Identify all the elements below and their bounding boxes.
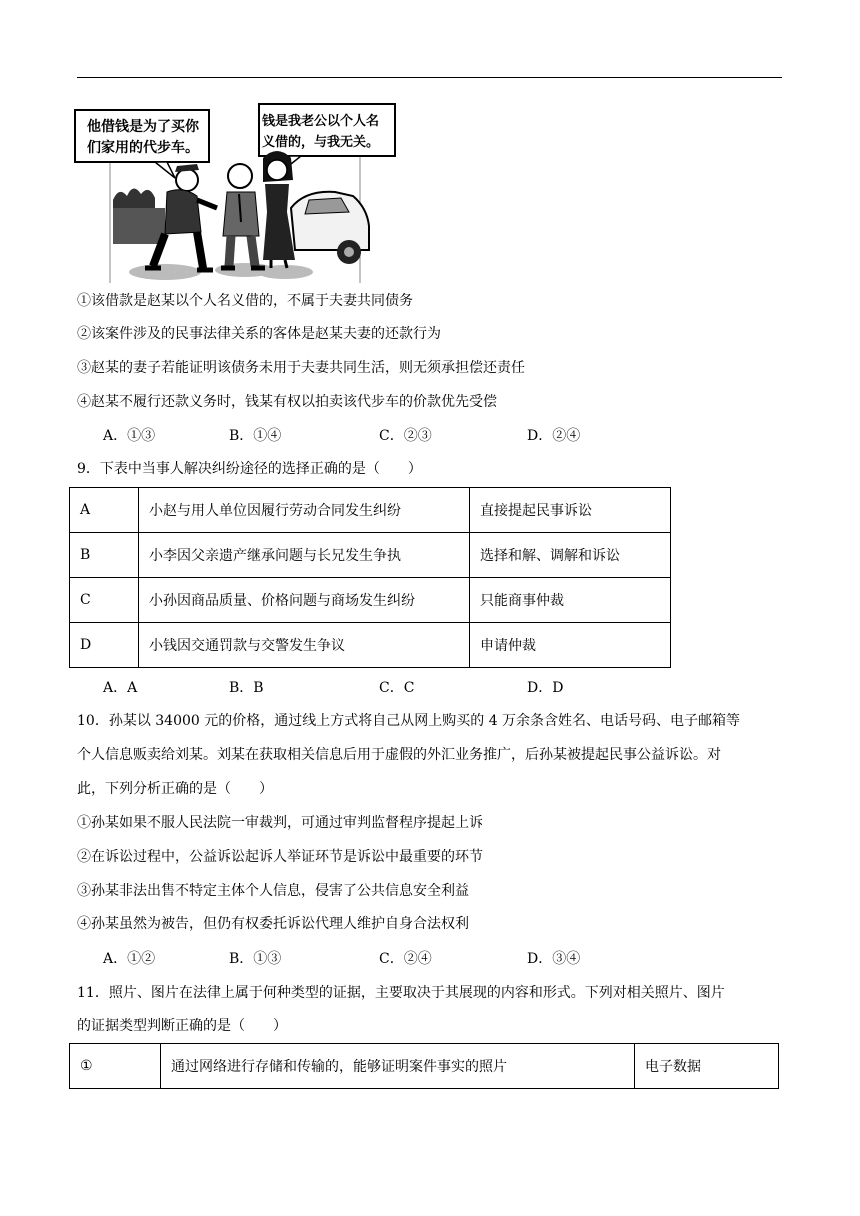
q9-option-a[interactable]: A．A [103,680,138,696]
q10-statement-4: ④孙某虽然为被告，但仍有权委托诉讼代理人维护自身合法权利 [77,916,469,932]
q10-statement-1: ①孙某如果不服人民法院一审裁判，可通过审判监督程序提起上诉 [77,815,483,831]
table-row [70,1044,779,1089]
table-row [70,623,671,668]
table-row [70,533,671,578]
table-row [70,578,671,623]
q9-row-approach: 只能商事仲裁 [470,578,671,623]
q10-stem-line1: 10．孙某以 34000 元的价格，通过线上方式将自己从网上购买的 4 万余条含姓名、电话号码、电子邮箱等 [77,713,741,729]
q8-option-d[interactable]: D．②④ [527,428,581,444]
q10-option-b[interactable]: B．①③ [229,951,282,967]
q9-row-approach: 申请仲裁 [470,623,671,668]
q9-option-d[interactable]: D．D [527,680,564,696]
q9-row-label: C [70,578,139,623]
q11-stem-line1: 11．照片、图片在法律上属于何种类型的证据，主要取决于其展现的内容和形式。下列对相关照片、图片 [77,985,725,1001]
q10-statement-2: ②在诉讼过程中，公益诉讼起诉人举证环节是诉讼中最重要的环节 [77,849,483,865]
q9-row-label: D [70,623,139,668]
cartoon-illustration [87,100,395,285]
q11-table [69,1043,779,1089]
header-rule [77,77,782,78]
q11-stem-line2: 的证据类型判断正确的是（ ） [77,1018,287,1034]
q9-row-situation: 小李因父亲遗产继承问题与长兄发生争执 [139,533,470,578]
q9-row-approach: 直接提起民事诉讼 [470,488,671,533]
bubble-left-line1: 他借钱是为了买你 [87,119,199,135]
q11-row-label: ① [70,1044,161,1089]
q11-row-type: 电子数据 [635,1044,779,1089]
q9-option-b[interactable]: B．B [229,680,264,696]
q8-option-a[interactable]: A．①③ [103,428,156,444]
q9-row-situation: 小赵与用人单位因履行劳动合同发生纠纷 [139,488,470,533]
q9-row-label: B [70,533,139,578]
q8-option-c[interactable]: C．②③ [379,428,432,444]
table-row [70,488,671,533]
q10-statement-3: ③孙某非法出售不特定主体个人信息，侵害了公共信息安全利益 [77,883,469,899]
q9-table [69,487,671,668]
q9-row-situation: 小孙因商品质量、价格问题与商场发生纠纷 [139,578,470,623]
q10-option-a[interactable]: A．①② [103,951,156,967]
q9-row-label: A [70,488,139,533]
q8-statement-4: ④赵某不履行还款义务时，钱某有权以拍卖该代步车的价款优先受偿 [77,394,497,410]
q10-option-d[interactable]: D．③④ [527,951,581,967]
q10-stem-line3: 此，下列分析正确的是（ ） [77,781,273,797]
q11-row-situation: 通过网络进行存储和传输的，能够证明案件事实的照片 [161,1044,635,1089]
q9-row-situation: 小钱因交通罚款与交警发生争议 [139,623,470,668]
bubble-right-line2: 义借的，与我无关。 [262,135,380,150]
q8-option-b[interactable]: B．①④ [229,428,282,444]
q9-stem: 9．下表中当事人解决纠纷途径的选择正确的是（ ） [77,461,422,477]
q10-stem-line2: 个人信息贩卖给刘某。刘某在获取相关信息后用于虚假的外汇业务推广，后孙某被提起民事公益诉讼。对 [77,747,721,763]
q10-option-c[interactable]: C．②④ [379,951,432,967]
bubble-right-line1: 钱是我老公以个人名 [262,114,380,129]
q8-statement-2: ②该案件涉及的民事法律关系的客体是赵某夫妻的还款行为 [77,326,441,342]
q8-statement-1: ①该借款是赵某以个人名义借的，不属于夫妻共同债务 [77,293,413,309]
bubble-left-line2: 们家用的代步车。 [87,140,199,156]
q9-row-approach: 选择和解、调解和诉讼 [470,533,671,578]
q9-option-c[interactable]: C．C [379,680,415,696]
q8-statement-3: ③赵某的妻子若能证明该债务未用于夫妻共同生活，则无须承担偿还责任 [77,360,525,376]
